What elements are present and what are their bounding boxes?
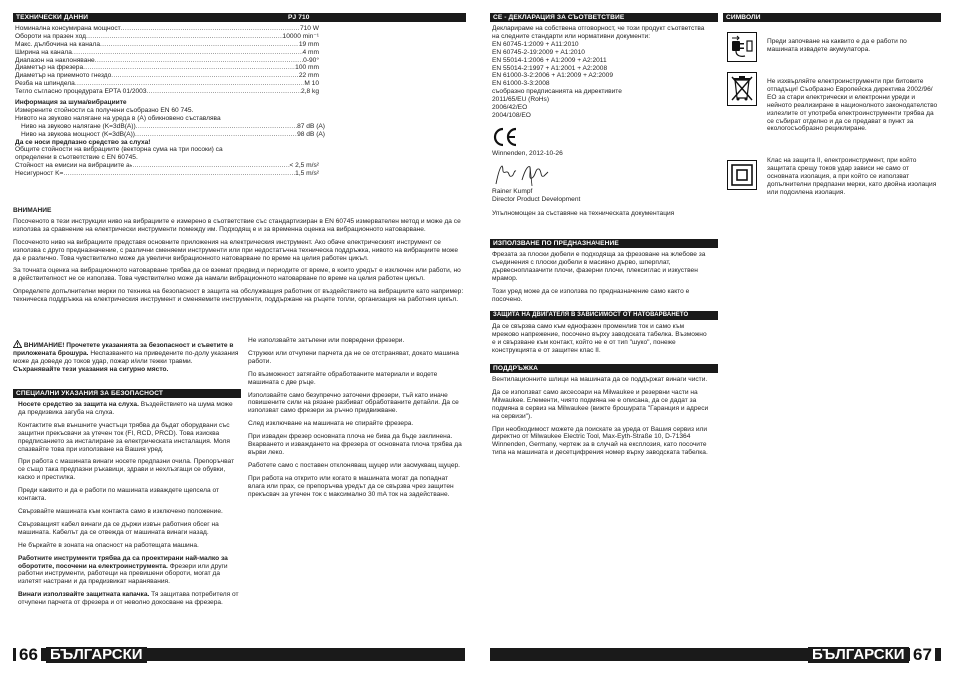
spec-value: 10000 min⁻¹ — [282, 32, 319, 40]
ce-standard: 2004/108/EO — [492, 111, 531, 119]
warning-block — [13, 340, 241, 374]
safety-paragraph: При работа на открито или когато в машината могат да попаднат влага или прах, се препоръчва уредът да се свързва чрез защитен прекъсвач за утечен ток с максимално 30 mA ток на задействане. — [248, 474, 454, 498]
ce-title: CE - ДЕКЛАРАЦИЯ ЗА СЪОТВЕТСТВИЕ — [493, 14, 625, 21]
crossed-bin-icon — [727, 72, 757, 106]
special-safety-paragraph — [18, 401, 240, 417]
symbol-text-class-ii: Клас на защита II, електроинструмент, при който защитата срещу токов удар зависи не само от основната изолация, а при който се използват допълнителни предпазни мерки, като двойна изолация или подсилена изолация. — [767, 157, 937, 196]
leader-dots — [75, 80, 304, 88]
spec-label: Макс. дълбочина на канала — [15, 40, 101, 48]
spread-gutter — [476, 0, 477, 677]
spec-value: 98 dB (A) — [297, 130, 325, 138]
special-safety-paragraph — [18, 487, 240, 503]
spec-label: Ниво на звукова мощност (K=3dB(A)) — [21, 130, 135, 138]
symbols-header — [723, 13, 941, 22]
spec-row — [15, 49, 319, 57]
spec-label: Диаметър на приемното гнездо — [15, 72, 112, 80]
spec-label: Обороти на празен ход — [15, 32, 86, 40]
spec-row — [15, 57, 319, 65]
spec-value: 22 mm — [298, 72, 319, 80]
leader-dots — [111, 72, 299, 80]
safety-paragraph: Работете само с поставен отклоняващ щуцер или засмукващ щуцер. — [248, 461, 460, 469]
spec-value: 1,5 m/s² — [295, 170, 319, 178]
special-safety-text — [18, 401, 240, 612]
leader-dots — [72, 49, 303, 57]
special-safety-text: При работа с машината винаги носете предпазни очила. Препоръчват се също така предпазни ръкавици, здрави и нехлъзгащи се обувки, каско и престилка. — [18, 458, 235, 482]
symbol-text-unplug: Преди започване на каквито е да е работи по машината извадете акумулатора. — [767, 38, 907, 53]
symbol-text-weee: Не изхвърляйте електроинструменти при битовите отпадъци! Съобразно Европейска директива 2002/96/ЕО за стари електрически и електронни уреди и нейното реализиране в национолното законодателство излезлите от употреба електроинструменти трябва да се събират отделно и да се предават в пункт за екологосъобразно рециклиране. — [767, 78, 938, 133]
ce-standard: EN 60745-1:2009 + A11:2010 — [492, 40, 579, 48]
spec-row — [15, 33, 319, 41]
ce-standard: EN 60745-2-19:2009 + A1:2010 — [492, 48, 585, 56]
special-safety-paragraph — [18, 508, 240, 516]
usage-title: ИЗПОЛЗВАНЕ ПО ПРЕДНАЗНАЧЕНИЕ — [493, 240, 619, 247]
spec-value: 0-90° — [303, 56, 319, 64]
ce-intro: Декларираме на собствена отговорност, че този продукт съответства на следните стандарти или нормативни документи: — [492, 25, 705, 40]
special-safety-paragraph — [18, 555, 240, 587]
spec-label: Стойност на емисии на вибрациите aₕ — [15, 162, 133, 170]
special-safety-paragraph — [18, 458, 240, 482]
tech-data-model: PJ 710 — [288, 14, 310, 21]
ce-authorized: Упълномощен за съставяне на техническата документация — [492, 209, 675, 217]
attention-paragraph: За точната оценка на вибрационното натоварване трябва да се вземат предвид и периодите от време, в които уредът е изключен или работи, но в действителност не се използва. Това чувствително може да намали вибрационното натоварване по време на целия работен цикъл. — [13, 267, 461, 283]
leader-dots — [147, 88, 302, 96]
spec-label: Ниво на звуково налягане (K=3dB(A)) — [21, 122, 136, 130]
attention-title: ВНИМАНИЕ — [13, 207, 52, 214]
page-number-left: 66 — [16, 644, 41, 666]
spec-row — [15, 64, 319, 72]
noise-title: Информация за шума/вибрациите — [15, 99, 127, 106]
ce-standards — [492, 41, 712, 120]
maintenance-header — [490, 364, 718, 373]
ce-standard: 2006/42/EO — [492, 104, 528, 112]
spec-label: Тегло съгласно процедурата EPTA 01/2003 — [15, 88, 147, 96]
attention-paragraph: Посоченото в тези инструкции ниво на вибрациите е измерено в съответствие със стандартизиран в EN 60745 измервателен метод и може да се използва за сравнение на електрически инструменти помежду им. Подходящ е и за временна оценка на вибрационното натоварване. — [13, 217, 461, 233]
tech-data-title: ТЕХНИЧЕСКИ ДАННИ — [16, 14, 89, 21]
spec-row — [15, 170, 319, 178]
signature-graphic — [492, 162, 562, 188]
special-safety-text: Тя защитава потребителя от отчупени парчета от фрезера и от неволно докосване на фрезера. — [18, 591, 239, 607]
special-safety-paragraph — [18, 422, 240, 454]
spec-value: 2,8 kg — [301, 88, 319, 96]
spec-value: 710 W — [299, 25, 319, 32]
safety-paragraph: Използвайте само безупречно заточени фрезери, тъй като иначе повишените сили на рязане разбиват обработваните детайли. Да се използват само фрезери за ръчно придвижване. — [248, 391, 459, 415]
vibration-rows — [15, 162, 319, 178]
spec-row — [15, 72, 319, 80]
ce-mark — [492, 127, 712, 147]
spec-label: Резба на шпиндела — [15, 80, 75, 88]
leader-dots — [135, 131, 297, 139]
leader-dots — [83, 64, 295, 72]
attention-section — [13, 207, 465, 309]
spec-row — [21, 131, 325, 139]
usage-header — [490, 239, 718, 248]
spec-value: 4 mm — [302, 48, 319, 56]
usage-paragraph: Този уред може да се използва по предназначение само както е посочено. — [492, 287, 690, 303]
warning-text: Неспазването на приведените по-долу указания може да доведе до токов удар, пожар и/или тежки травми. — [13, 349, 239, 365]
special-safety-header — [13, 389, 241, 398]
class-ii-icon — [727, 160, 757, 190]
special-safety-title: СПЕЦИАЛНИ УКАЗАНИЯ ЗА БЕЗОПАСНОСТ — [16, 390, 164, 397]
ce-header — [490, 13, 718, 22]
special-safety-text: Фрезери или други работни инструменти, работещи на превишени обороти, могат да излетят настрани и да предизвикат наранявания. — [18, 562, 228, 586]
spec-label: Ширина на канала — [15, 48, 72, 56]
safety-paragraph: След изключване на машината не спирайте фрезера. — [248, 420, 414, 428]
warning-triangle-icon — [13, 340, 22, 348]
ce-declaration — [492, 25, 712, 218]
language-label-right: БЪЛГАРСКИ — [808, 647, 909, 663]
maintenance-text — [492, 376, 712, 462]
unplug-icon — [727, 32, 757, 62]
spec-value: 87 dB (A) — [297, 122, 325, 130]
special-safety-text: Свързващият кабел винаги да се държи извън работния обсег на машината. Кабелът да се отвежда от машината винаги назад. — [18, 520, 219, 536]
leader-dots — [132, 162, 289, 170]
language-label-left: БЪЛГАРСКИ — [46, 647, 147, 663]
spec-row — [15, 162, 319, 170]
spec-row — [21, 123, 325, 131]
spec-row — [15, 88, 319, 96]
spec-label: Номинална консумирана мощност — [15, 25, 121, 32]
ce-signer-name: Rainer Kumpf — [492, 187, 533, 195]
ce-standard: EN 55014-1:2006 + A1:2009 + A2:2011 — [492, 56, 607, 64]
warning-keep: Съхранявайте тези указания на сигурно място. — [13, 365, 169, 373]
safety-paragraph: Стружки или отчупени парчета да не се отстраняват, докато машина работи. — [248, 349, 459, 365]
spec-row — [15, 41, 319, 49]
special-safety-bold: Работните инструменти трябва да са проектирани най-малко за оборотите, посочени на електроинструмента. — [18, 554, 228, 570]
spec-value: 19 mm — [298, 40, 319, 48]
motor-text — [492, 323, 712, 360]
motor-title: ЗАЩИТА НА ДВИГАТЕЛЯ В ЗАВИСИМОСТ ОТ НАТОВАРВАНЕТО — [493, 312, 689, 318]
spec-value: < 2,5 m/s² — [289, 162, 319, 170]
usage-paragraph: Фрезата за плоски дюбели е подходяща за фрезоване на жлебове за съединения с плоски дюбели в масивно дърво, шперплат, дървесноплазачити плочи, фазерни плочи, плексиглас и изкуствен мрамор. — [492, 251, 706, 282]
leader-dots — [100, 41, 299, 49]
ce-standard: EN 61000-3-2:2006 + A1:2009 + A2:2009 — [492, 72, 613, 80]
ce-standard: EN 55014-2:1997 + A1:2001 + A2:2008 — [492, 64, 608, 72]
tech-data-header — [13, 13, 466, 22]
spec-label: Диаметър на фрезера — [15, 64, 84, 72]
symbols-title: СИМВОЛИ — [726, 14, 761, 21]
noise-level: Нивото на звуково налягане на уреда в (A) обикновено съставлява — [15, 114, 221, 122]
spec-value: M 10 — [304, 80, 319, 88]
ear-protection-note: Да се носи предпазно средство за слуха! — [15, 138, 151, 146]
safety-paragraph: По възможност затягайте обработваните материали и водете машината с две ръце. — [248, 370, 438, 386]
special-safety-text: Не бъркайте в зоната на опасност на работещата машина. — [18, 541, 199, 549]
safety-column-2 — [248, 337, 464, 504]
noise-intro: Измерените стойности са получени съобразно EN 60 745. — [15, 106, 194, 114]
signature — [492, 162, 712, 188]
special-safety-text: Свързвайте машината към контакта само в изключено положение. — [18, 507, 223, 515]
ce-standard: съобразно предписанията на директивите — [492, 88, 622, 96]
special-safety-text: Преди каквито и да е работи по машината изваждете щепсела от контакта. — [18, 487, 220, 503]
warning-bold: ВНИМАНИЕ! Прочетете указанията за безопасност и съветите в приложената брошура. — [13, 342, 234, 357]
special-safety-paragraph — [18, 591, 240, 607]
motor-header — [490, 311, 718, 320]
maintenance-title: ПОДДРЪЖКА — [493, 365, 538, 372]
attention-paragraph: Посоченото ниво на вибрациите представя основните приложения на електрическия инструмент. Ако обаче електрическият инструмент се използва с друго предназначение, с различни сменяеми инструменти или при недостатъчна техническа поддръжка, нивото на вибрациите може да е различно. Това чувствително може да увеличи вибрационното натоварване по време на целия работен цикъл. — [13, 238, 459, 262]
leader-dots — [121, 25, 300, 33]
leader-dots — [63, 170, 295, 178]
spec-label: Диапазон на наклоняване — [15, 56, 95, 64]
ce-standard: 2011/65/EU (RoHs) — [492, 96, 550, 104]
spec-row — [15, 80, 319, 88]
vibration-intro: Общите стойности на вибрациите (векторна сума на три посоки) са определени в съответствие с EN 60745. — [15, 146, 223, 162]
special-safety-paragraph — [18, 542, 240, 550]
ce-place-date: Winnenden, 2012-10-26 — [492, 149, 563, 157]
safety-paragraph: При изваден фрезер основната плоча не бива да бъде заклинена. Вкарването и изваждането на фрезера от основната плоча трябва да върви леко. — [248, 433, 462, 456]
leader-dots — [95, 57, 303, 65]
spec-label: Несигурност K= — [15, 170, 64, 178]
special-safety-text: Контактите във външните участъци трябва да бъдат оборудвани със защитни прекъсвачи за утечен ток (FI, RCD, PRCD). Това изисква предписанието за инсталиране за електрическата инсталация. Моля спазвайте това при използване на Вашия уред. — [18, 421, 230, 453]
page-number-right: 67 — [910, 644, 935, 666]
leader-dots — [86, 33, 283, 41]
maintenance-paragraph: Вентилационните шлици на машината да се поддържат винаги чисти. — [492, 376, 708, 383]
special-safety-bold: Носете средство за защита на слуха. — [18, 401, 139, 408]
special-safety-text: Въздействието на шума може да предизвика загуба на слуха. — [18, 401, 233, 416]
noise-block — [15, 99, 325, 178]
motor-paragraph: Да се свързва само към еднофазен променлив ток и само към мрежово напрежение, посочено върху заводската табелка. Възможно е и свързване към контакт, който не е от тип "шуко", понеже конструкцията е от защитен клас II. — [492, 323, 707, 354]
ce-standard: EN 61000-3-3:2008 — [492, 80, 550, 88]
spec-row — [15, 25, 319, 33]
attention-paragraph: Определете допълнителни мерки по техника на безопасност в защита на обслужващия работник от въздействието на вибрациите като например: техническа поддръжка на електрическия инструмент и сменяемите инструменти, поддържане на ръцете топли, организация на работния цикъл. — [13, 288, 464, 304]
spec-value: 100 mm — [295, 64, 319, 72]
usage-text — [492, 251, 712, 308]
tech-data-table — [15, 25, 319, 96]
special-safety-paragraph — [18, 521, 240, 537]
maintenance-paragraph: При необходимост можете да поискате за уреда от Вашия сервиз или директно от Milwaukee Electric Tool, Max-Eyth-Straße 10, D-71364 Winnenden, Germany, чертеж за в случай на експлозия, като посочите типа на машината и десетцифрения номер върху заводската табелка. — [492, 425, 708, 457]
ce-mark-icon — [492, 127, 518, 147]
special-safety-bold: Винаги използвайте защитната капачка. — [18, 591, 150, 599]
safety-paragraph: Не използвайте затъпени или повредени фрезери. — [248, 337, 405, 344]
maintenance-paragraph: Да се използват само аксесоари на Milwaukee и резервни части на Milwaukee. Елементи, чиято подмяна не е описана, да се дадат за подмяна в сервиз на Milwaukee (вижте брошурата "Гаранция и адреси на сервизи"). — [492, 388, 709, 420]
leader-dots — [136, 123, 297, 131]
noise-rows — [15, 123, 325, 139]
ce-signer-role: Director Product Development — [492, 195, 581, 203]
